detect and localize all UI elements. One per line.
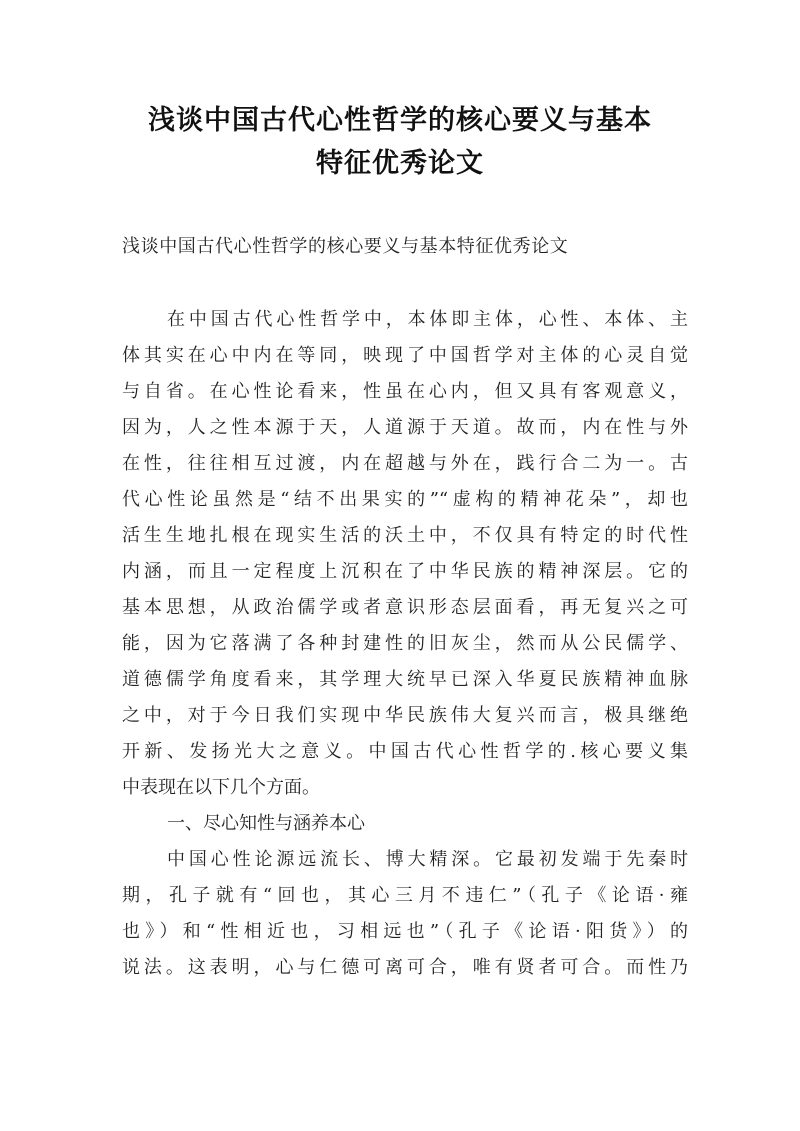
- paragraph-1-line: 活生生地扎根在现实生活的沃土中，不仅具有特定的时代性: [122, 525, 688, 546]
- paragraph-1-line: 因为，人之性本源于天，人道源于天道。故而，内在性与外: [122, 417, 688, 438]
- paragraph-1-line: 基本思想，从政治儒学或者意识形态层面看，再无复兴之可: [122, 597, 688, 618]
- paragraph-1-line: 代心性论虽然是“结不出果实的”“虚构的精神花朵”，却也: [122, 489, 688, 510]
- paragraph-1-line: 开新、发扬光大之意义。中国古代心性哲学的.核心要义集: [122, 741, 688, 762]
- document-title-line-2: 特征优秀论文: [316, 148, 484, 179]
- paragraph-1-line: 在性，往往相互过渡，内在超越与外在，践行合二为一。古: [122, 453, 688, 474]
- document-title-line-1: 浅谈中国古代心性哲学的核心要义与基本: [148, 105, 652, 136]
- paragraph-1-line: 在中国古代心性哲学中，本体即主体，心性、本体、主: [167, 309, 688, 330]
- paragraph-1-line: 内涵，而且一定程度上沉积在了中华民族的精神深层。它的: [122, 561, 688, 582]
- paragraph-2-line: 中国心性论源远流长、博大精深。它最初发端于先秦时: [167, 849, 688, 870]
- paragraph-1-line: 与自省。在心性论看来，性虽在心内，但又具有客观意义，: [122, 381, 688, 402]
- section-1-heading: 一、尽心知性与涵养本心: [167, 813, 365, 834]
- paragraph-1-line: 能，因为它落满了各种封建性的旧灰尘，然而从公民儒学、: [122, 633, 688, 654]
- paragraph-1-line: 之中，对于今日我们实现中华民族伟大复兴而言，极具继绝: [122, 705, 688, 726]
- paragraph-1-line: 体其实在心中内在等同，映现了中国哲学对主体的心灵自觉: [122, 345, 688, 366]
- paragraph-1-line: 中表现在以下几个方面。: [122, 777, 320, 798]
- paragraph-2-line: 说法。这表明，心与仁德可离可合，唯有贤者可合。而性乃: [122, 957, 688, 978]
- paragraph-2-line: 也》）和“性相近也，习相远也”（孔子《论语·阳货》）的: [122, 921, 688, 942]
- paragraph-2-line: 期，孔子就有“回也，其心三月不违仁”（孔子《论语·雍: [122, 885, 688, 906]
- document-subtitle: 浅谈中国古代心性哲学的核心要义与基本特征优秀论文: [122, 236, 569, 257]
- paragraph-1-line: 道德儒学角度看来，其学理大统早已深入华夏民族精神血脉: [122, 669, 688, 690]
